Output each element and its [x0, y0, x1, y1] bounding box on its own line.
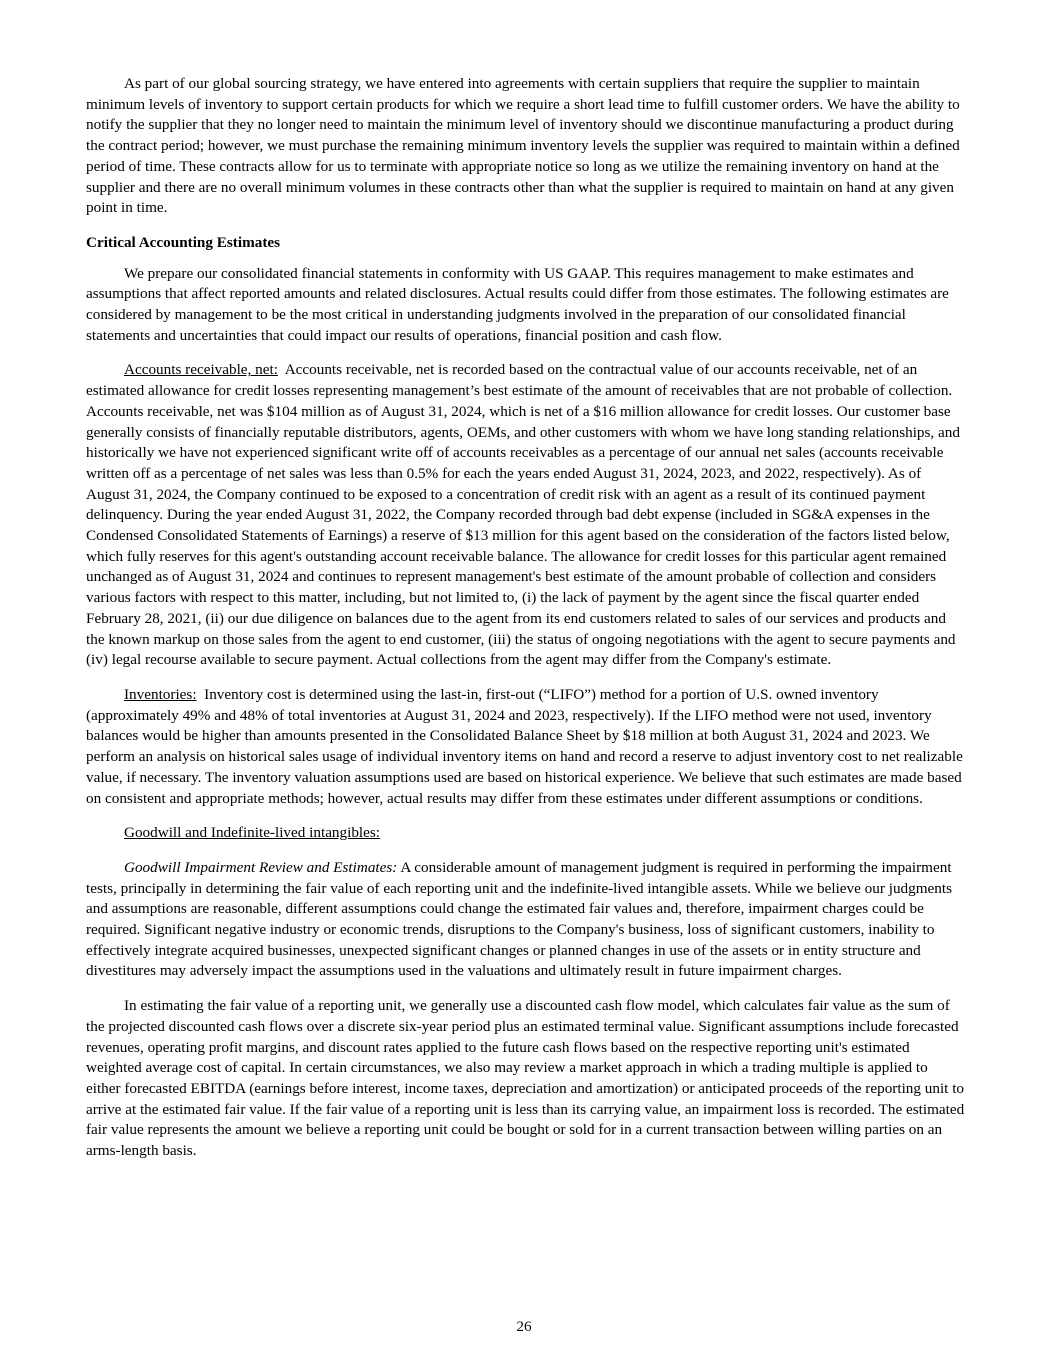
inventories-paragraph	[86, 685, 966, 809]
goodwill-impairment-paragraph	[86, 858, 966, 982]
goodwill-subheading	[86, 823, 966, 844]
goodwill-impairment-label: Goodwill Impairment Review and Estimates:	[124, 858, 398, 876]
sourcing-paragraph: As part of our global sourcing strategy, we have entered into agreements with certain suppliers that require the supplier to maintain minimum levels of inventory to support certain products for which we require a short lead time to fulfill customer orders. We have the ability to notify the supplier that they no longer need to maintain the minimum level of inventory should we discontinue manufacturing a product during the contract period; however, we must purchase the remaining minimum inventory levels the supplier was required to maintain within a defined period of time. These contracts allow for us to terminate with appropriate notice so long as we utilize the remaining inventory on hand at the supplier and there are no overall minimum volumes in these contracts other than what the supplier is required to maintain on hand at any given point in time.	[86, 75, 960, 217]
accounts-receivable-label: Accounts receivable, net:	[124, 361, 278, 379]
goodwill-impairment-text: A considerable amount of management judgment is required in performing the impairment tests, principally in determining the fair value of each reporting unit and the indefinite-lived intangible assets. While we believe our judgments and assumptions are reasonable, different assumptions could change the estimated fair values and, therefore, impairment charges could be required. Significant negative industry or economic trends, disruptions to the Company's business, loss of significant customers, inability to effectively integrate acquired businesses, unexpected significant changes or planned changes in use of the assets or in entity structure and divestitures may adversely impact the assumptions used in the valuations and ultimately result in future impairment charges.	[86, 858, 952, 980]
inventories-text: Inventory cost is determined using the last-in, first-out (“LIFO”) method for a portion of U.S. owned inventory (approximately 49% and 48% of total inventories at August 31, 2024 and 2023, respectively). If the LIFO method were not used, inventory balances would be higher than amounts presented in the Consolidated Balance Sheet by $18 million at both August 31, 2024 and 2023. We perform an analysis on historical sales usage of individual inventory items on hand and record a reserve to adjust inventory cost to net realizable value, if necessary. The inventory valuation assumptions used are based on historical experience. We believe that such estimates are made based on consistent and appropriate methods; however, actual results may differ from these estimates under different assumptions or conditions.	[86, 685, 963, 807]
fair-value-paragraph: In estimating the fair value of a reporting unit, we generally use a discounted cash flow model, which calculates fair value as the sum of the projected discounted cash flows over a discrete six-year period plus an estimated terminal value. Significant assumptions include forecasted revenues, operating profit margins, and discount rates applied to the future cash flows based on the respective reporting unit's estimated weighted average cost of capital. In certain circumstances, we also may review a market approach in which a trading multiple is applied to either forecasted EBITDA (earnings before interest, income taxes, depreciation and amortization) or anticipated proceeds of the reporting unit to arrive at the estimated fair value. If the fair value of a reporting unit is less than its carrying value, an impairment loss is recorded. The estimated fair value represents the amount we believe a reporting unit could be bought or sold for in a current transaction between willing parties on an arms-length basis.	[86, 997, 965, 1160]
document-body	[86, 74, 966, 1176]
goodwill-subheading-label: Goodwill and Indefinite-lived intangibles:	[124, 824, 381, 842]
accounts-receivable-paragraph	[86, 360, 966, 671]
critical-estimates-heading: Critical Accounting Estimates	[86, 233, 281, 251]
page-number: 26	[516, 1318, 532, 1335]
critical-estimates-intro: We prepare our consolidated financial statements in conformity with US GAAP. This requires management to make estimates and assumptions that affect reported amounts and related disclosures. Actual results could differ from those estimates. The following estimates are considered by management to be the most critical in understanding judgments involved in the preparation of our consolidated financial statements and uncertainties that could impact our results of operations, financial position and cash flow.	[86, 264, 949, 344]
inventories-label: Inventories:	[124, 685, 197, 703]
accounts-receivable-text: Accounts receivable, net is recorded based on the contractual value of our accounts receivable, net of an estimated allowance for credit losses representing management’s best estimate of the amount of receivables that are not probable of collection. Accounts receivable, net was $104 million as of August 31, 2024, which is net of a $16 million allowance for credit losses. Our customer base generally consists of financially reputable distributors, agents, OEMs, and other customers with whom we have long standing relationships, and historically we have not experienced significant write off of accounts receivables as a percentage of our annual net sales (accounts receivable written off as a percentage of net sales was less than 0.5% for each the years ended August 31, 2024, 2023, and 2022, respectively). As of August 31, 2024, the Company continued to be exposed to a concentration of credit risk with an agent as a result of its continued payment delinquency. During the year ended August 31, 2022, the Company recorded through bad debt expense (included in SG&A expenses in the Condensed Consolidated Statements of Earnings) a reserve of $13 million for this agent based on the consideration of the factors listed below, which fully reserves for this agent's outstanding account receivable balance. The allowance for credit losses for this particular agent remained unchanged as of August 31, 2024 and continues to represent management's best estimate of the amount probable of collection and considers various factors with respect to this matter, including, but not limited to, (i) the lack of payment by the agent since the fiscal quarter ended February 28, 2021, (ii) our due diligence on balances due to the agent from its end customers related to sales of our services and products and the known markup on those sales from the agent to end customer, (iii) the status of ongoing negotiations with the agent to secure payments and (iv) legal recourse available to secure payment. Actual collections from the agent may differ from the Company's estimate.	[86, 361, 960, 669]
